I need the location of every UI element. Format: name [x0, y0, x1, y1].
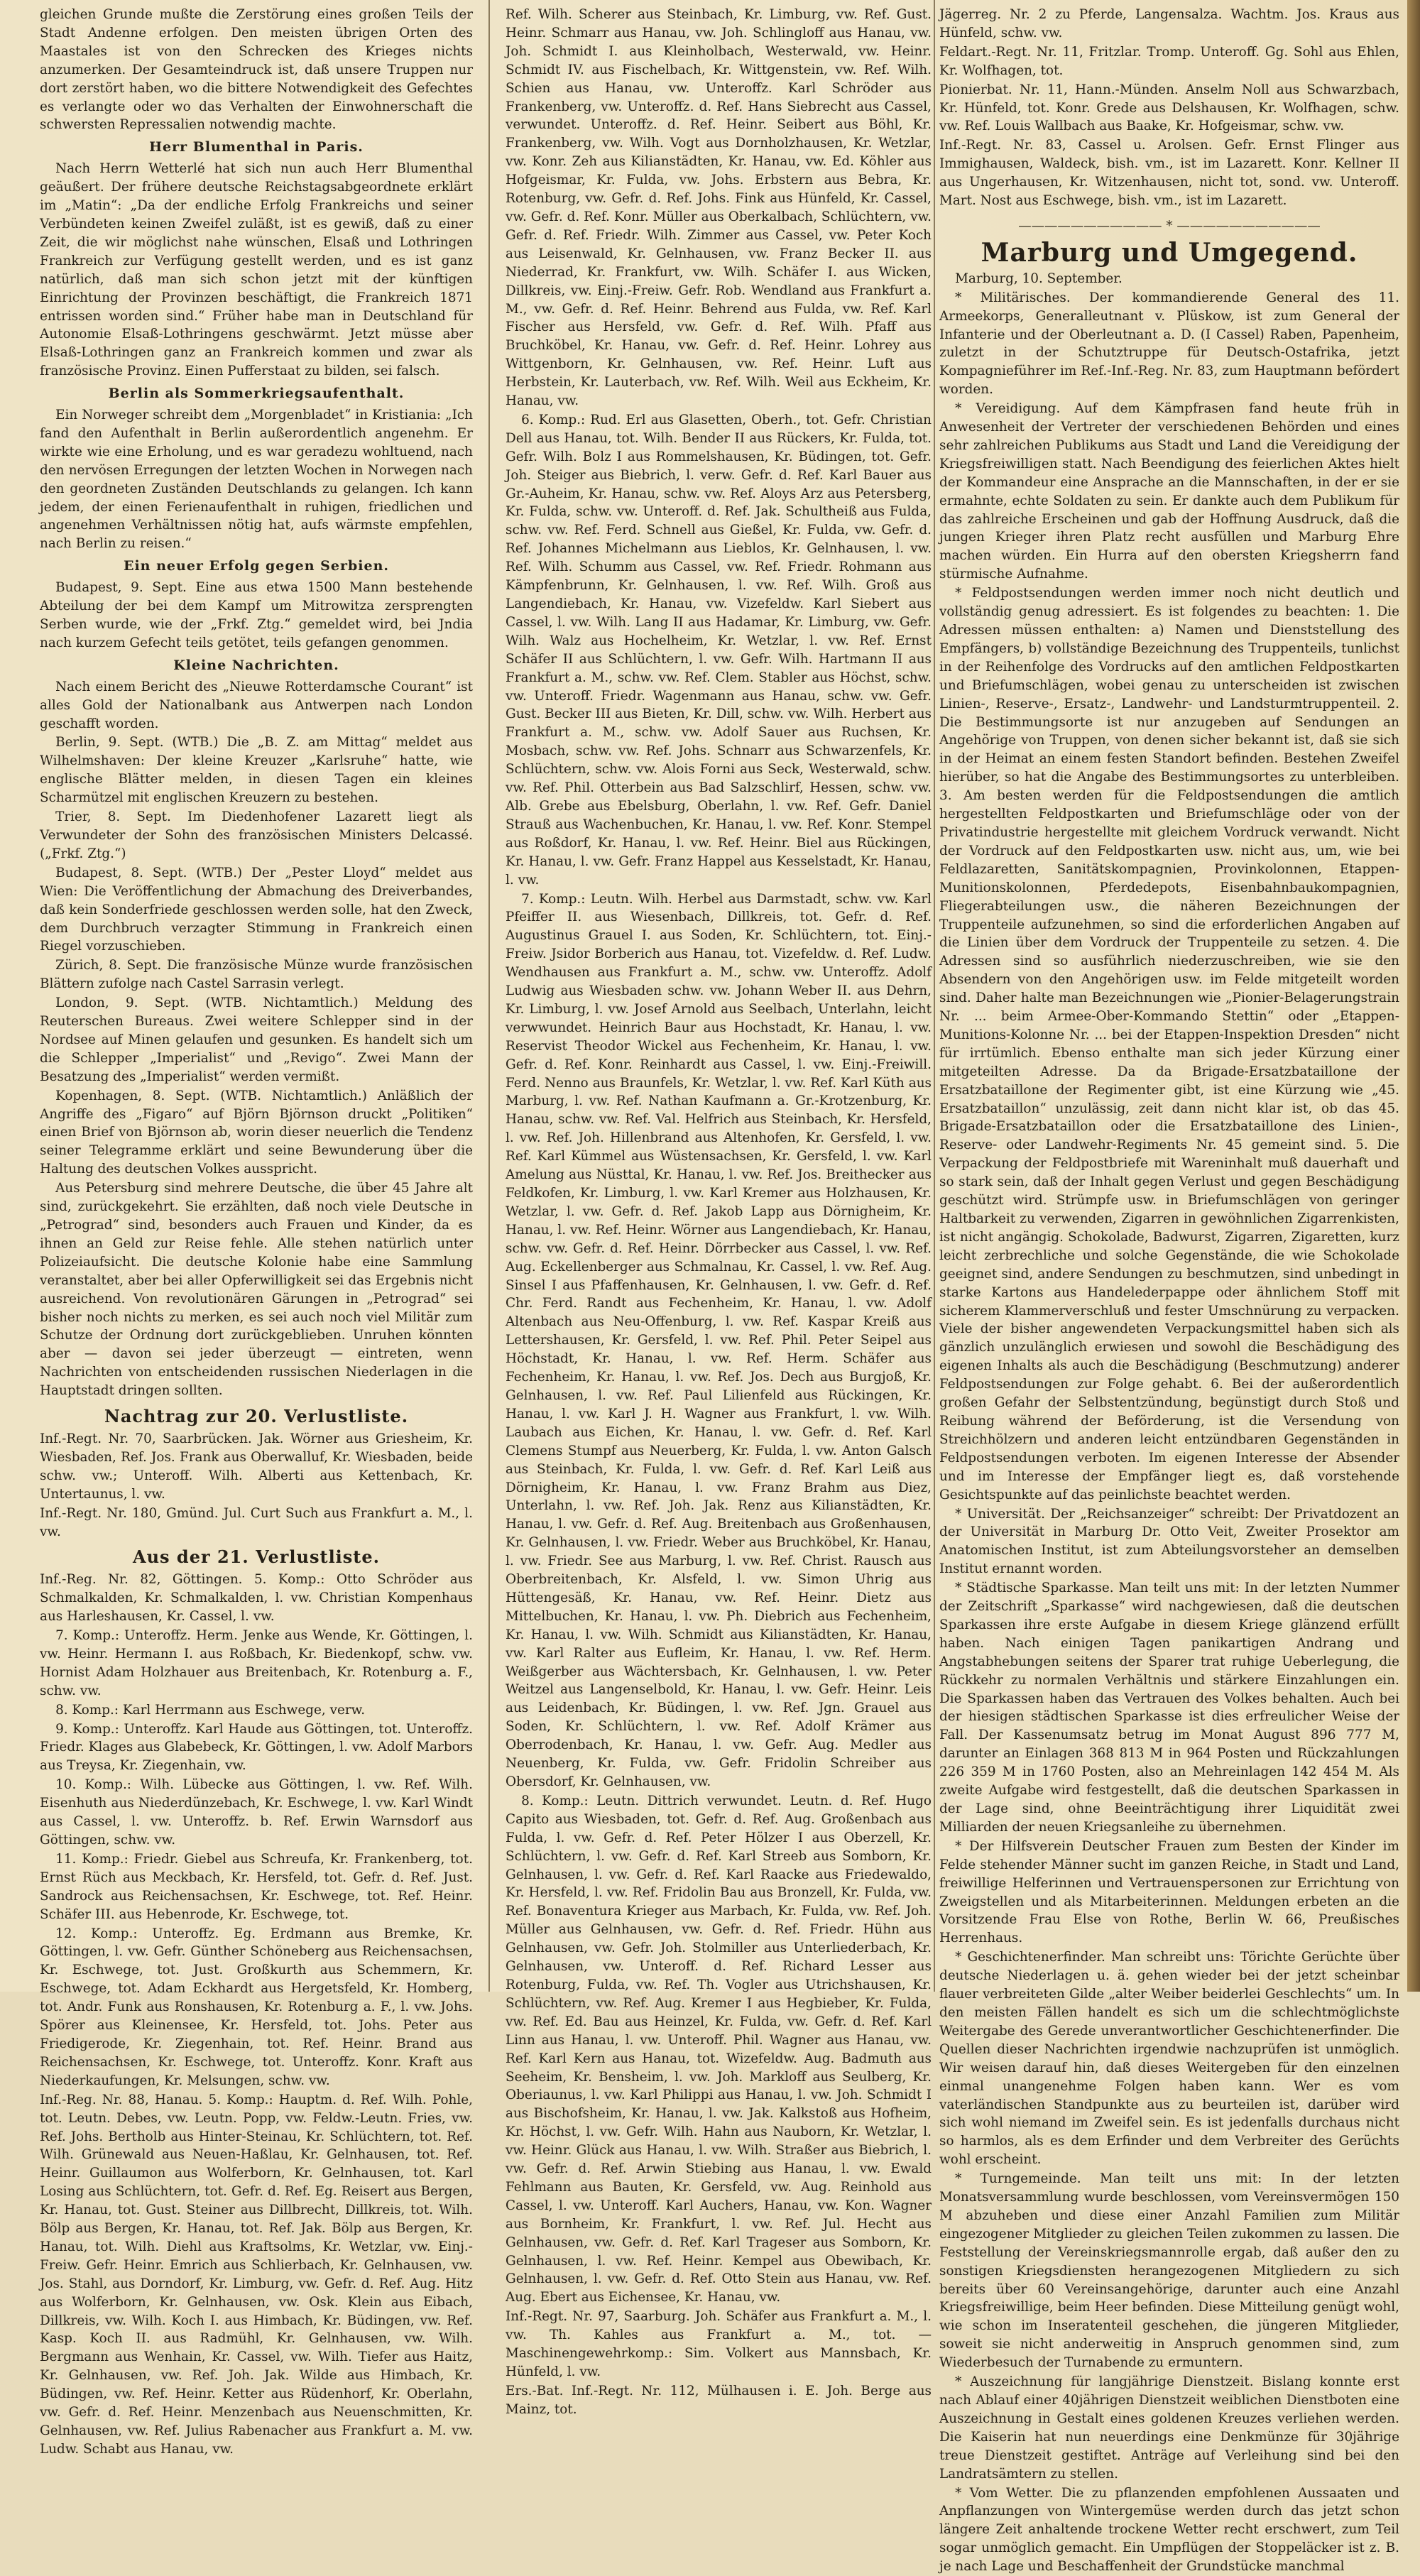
paragraph: 11. Komp.: Friedr. Giebel aus Schreufa, Kr. Frankenberg, tot. Ernst Rüch aus Meckbach, Kr. Hersfeld, tot. Gefr. d. Ref. Just. Sandrock aus Reichensachsen, Kr. Eschwege, tot. Ref. Heinr. Schäfer III. aus Hebenrode, Kr. Eschwege, tot. [40, 1851, 473, 1922]
paragraph: Kopenhagen, 8. Sept. (WTB. Nichtamtlich.) Anläßlich der Angriffe des „Figaro“ auf Björn Björnson druckt „Politiken“ einen Brief von Björnson ab, worin dieser neuerlich die Tendenz seiner Telegramme erklärt und seine Bewunderung über die Haltung des deutschen Volkes ausspricht. [40, 1088, 473, 1177]
paragraph: Budapest, 8. Sept. (WTB.) Der „Pester Lloyd“ meldet aus Wien: Die Veröffentlichung der Abmachung des Dreiverbandes, daß kein Sonderfriede geschlossen werden solle, hat den Zweck, dem Durchbruch verzagter Stimmung in Frankreich einen Riegel vorzuschieben. [40, 865, 473, 954]
paragraph: 7. Komp.: Leutn. Wilh. Herbel aus Darmstadt, schw. vw. Karl Pfeiffer II. aus Wiesenbach, Dillkreis, tot. Gefr. d. Ref. Augustinus Grauel I. aus Soden, Kr. Schlüchtern, tot. Einj.-Freiw. Jsidor Borberich aus Hanau, tot. Vizefeldw. d. Ref. Ludw. Wendhausen aus Frankfurt a. M., schw. vw. Unteroffz. Adolf Ludwig aus Wiesbaden schw. vw. Johann Weber II. aus Dehrn, Kr. Limburg, l. vw. Josef Arnold aus Seelbach, Unterlahn, leicht verwwundet. Heinrich Baur aus Hochstadt, Kr. Hanau, l. vw. Reservist Theodor Wickel aus Fechenheim, Kr. Hanau, l. vw. Gefr. d. Ref. Konr. Reinhardt aus Cassel, l. vw. Einj.-Freiwill. Ferd. Nenno aus Braunfels, Kr. Wetzlar, l. vw. Ref. Karl Küth aus Marburg, l. vw. Ref. Nathan Kaufmann a. Gr.-Krotzenburg, Kr. Hanau, schw. vw. Ref. Val. Helfrich aus Steinbach, Kr. Hersfeld, l. vw. Ref. Joh. Hillenbrand aus Altenhofen, Kr. Gersfeld, l. vw. Ref. Karl Kümmel aus Wüstensachsen, Kr. Gersfeld, l. vw. Karl Amelung aus Nüsttal, Kr. Hanau, l. vw. Ref. Jos. Breithecker aus Feldkofen, Kr. Limburg, l. vw. Karl Kremer aus Holzhausen, Kr. Wetzlar, l. vw. Gefr. d. Ref. Jakob Lapp aus Dörnigheim, Kr. Hanau, l. vw. Ref. Heinr. Wörner aus Langendiebach, Kr. Hanau, schw. vw. Gefr. d. Ref. Heinr. Dörrbecker aus Cassel, l. vw. Ref. Aug. Eckellenberger aus Schmalnau, Kr. Cassel, l. vw. Ref. Aug. Sinsel I aus Pfaffenhausen, Kr. Gelnhausen, l. vw. Gefr. d. Ref. Chr. Ferd. Randt aus Fechenheim, Kr. Hanau, l. vw. Adolf Altenbach aus Neu-Offenburg, l. vw. Ref. Kaspar Kreiß aus Lettershausen, Kr. Gersfeld, l. vw. Ref. Phil. Peter Seipel aus Höchstadt, Kr. Hanau, l. vw. Ref. Herm. Schäfer aus Fechenheim, Kr. Hanau, l. vw. Ref. Jos. Dech aus Burgjoß, Kr. Gelnhausen, l. vw. Ref. Paul Lilienfeld aus Rückingen, Kr. Hanau, l. vw. Karl J. H. Wagner aus Frankfurt, l. vw. Wilh. Laubach aus Eichen, Kr. Hanau, l. vw. Gefr. d. Ref. Karl Clemens Stumpf aus Neuerberg, Kr. Fulda, l. vw. Anton Galsch aus Steinbach, Kr. Fulda, l. vw. Gefr. d. Ref. Karl Leiß aus Dörnigheim, Kr. Hanau, l. vw. Franz Brahm aus Diez, Unterlahn, l. vw. Ref. Joh. Jak. Renz aus Kilianstädten, Kr. Hanau, l. vw. Gefr. d. Ref. Aug. Breitenbach aus Großenhausen, Kr. Gelnhausen, l. vw. Friedr. Weber aus Bruchköbel, Kr. Hanau, l. vw. Friedr. See aus Marburg, l. vw. Ref. Christ. Rausch aus Oberbreitenbach, Kr. Alsfeld, l. vw. Simon Uhrig aus Hüttengesäß, Kr. Hanau, vw. Ref. Heinr. Dietz aus Mittelbuchen, Kr. Hanau, l. vw. Ph. Diebrich aus Fechenheim, Kr. Hanau, l. vw. Wilh. Schmidt aus Kilianstädten, Kr. Hanau, vw. Karl Ralter aus Eufleim, Kr. Hanau, l. vw. Ref. Herm. Weißgerber aus Wächtersbach, Kr. Gelnhausen, l. vw. Peter Weitzel aus Langenselbold, Kr. Hanau, l. vw. Gefr. Heinr. Leis aus Leidenbach, Kr. Büdingen, l. vw. Ref. Jgn. Grauel aus Soden, Kr. Schlüchtern, l. vw. Ref. Adolf Krämer aus Oberrodenbach, Kr. Hanau, l. vw. Gefr. Aug. Medler aus Neuenberg, Kr. Fulda, vw. Gefr. Fridolin Schreiber aus Obersdorf, Kr. Gelnhausen, vw. [506, 891, 932, 1789]
page-edge [1407, 0, 1420, 1992]
paragraph: 10. Komp.: Wilh. Lübecke aus Göttingen, l. vw. Ref. Wilh. Eisenhuth aus Niederdünzebach, Kr. Eschwege, l. vw. Karl Windt aus Cassel, l. vw. Unteroffz. b. Ref. Erwin Warnsdorf aus Göttingen, schw. vw. [40, 1777, 473, 1848]
paragraph: Inf.-Regt. Nr. 97, Saarburg. Joh. Schäfer aus Frankfurt a. M., l. vw. Th. Kahles aus Frankfurt a. M., tot. — Maschinengewehrkomp.: Sim. Volkert aus Mannsbach, Kr. Hünfeld, l. vw. [506, 2309, 932, 2379]
section-divider: ——————————— * ——————————— [1018, 218, 1321, 234]
article-heading: Ein neuer Erfolg gegen Serbien. [123, 558, 390, 574]
article-heading: Herr Blumenthal in Paris. [149, 139, 364, 155]
paragraph: Pionierbat. Nr. 11, Hann.-Münden. Anselm Noll aus Schwarzbach, Kr. Hünfeld, tot. Konr. Grede aus Delshausen, Kr. Wolfhagen, schw. vw. Ref. Louis Wallbach aus Baake, Kr. Hofgeismar, schw. vw. [939, 82, 1399, 134]
paragraph: * Feldpostsendungen werden immer noch nicht deutlich und vollständig genug adressiert. Es ist folgendes zu beachten: 1. Die Adressen müssen enthalten: a) Namen und Dienststellung des Empfängers, b) vollständige Bezeichnung des Truppenteils, tunlichst in der Reihenfolge des Vordrucks auf den amtlichen Feldpostkarten und Briefumschlägen, wobei genau zu unterscheiden ist zwischen Linien-, Reserve-, Ersatz-, Landwehr- und Landsturmtruppenteil. 2. Die Bestimmungsorte ist nur anzugeben auf Sendungen an Angehörige von Truppen, von denen sicher bekannt ist, daß sie sich in der Heimat an einem festen Standort befinden. Bestehen Zweifel hierüber, so hat die Angabe des Bestimmungsortes zu unterbleiben. 3. Am besten werden für die Feldpostsendungen die amtlich hergestellten Feldpostkarten und Briefumschläge oder von der Privatindustrie hergestellte mit gleichem Vordruck verwandt. Nicht der Vordruck auf den Feldpostkarten usw. nicht aus, um, wie bei Feldlazaretten, Sanitätskompagnien, Provinkolonnen, Etappen-Munitionskolonnen, Pferdedepots, Eisenbahnbaukompagnien, Fliegerabteilungen usw., die näheren Bezeichnungen der Truppenteile aufzunehmen, so sind die erforderlichen Angaben auf die Linien über dem Vordruck der Truppenteile zu setzen. 4. Die Adressen sind so ausführlich niederzuschreiben, wie sie den Absendern von den Angehörigen usw. im Felde mitgeteilt worden sind. Daher halte man Bezeichnungen wie „Pionier-Belagerungstrain Nr. ... beim Armee-Ober-Kommando Stettin“ oder „Etappen-Munitions-Kolonne Nr. ... bei der Etappen-Inspektion Dresden“ nicht für irrtümlich. Ebenso enthalte man sich jeder Kürzung einer mitgeteilten Adresse. Da da Brigade-Ersatzbataillone der Ersatzbataillone der Regimenter gibt, ist eine Kürzung wie „45. Ersatzbataillon“ unzulässig, zeit dann nicht klar ist, ob das 45. Brigade-Ersatzbataillon oder die Ersatzbataillone des Linien-, Reserve- oder Landwehr-Regiments Nr. 45 gemeint sind. 5. Die Verpackung der Feldpostbriefe mit Wareninhalt muß dauerhaft und so stark sein, daß der Inhalt gegen Verlust und gegen Beschädigung geschützt wird. Strümpfe usw. in Briefumschlägen von geringer Haltbarkeit zu verwenden, Zigarren in gewöhnlichen Zigarrenkisten, ist nicht angängig. Schokolade, Badwurst, Zigarren, Zigaretten, kurz leicht zerbrechliche und solche Gegenstände, die wie Schokolade geeignet sind, andere Sendungen zu beschmutzen, sind unbedingt in starke Kartons aus Handelederpappe oder ähnlichem Stoff mit sicherem Klammerverschluß und fester Umschnürung zu verpacken. Viele der bisher angewendeten Verpackungsmittel haben sich als gänzlich unzulänglich erwiesen und sowohl die Beschädigung des eigenen Inhalts als auch die Beschädigung (Beschmutzung) anderer Feldpostsendungen zur Folge gehabt. 6. Bei der außerordentlich großen Gefahr der Selbstentzündung, begünstigt durch Stoß und Reibung während der Beförderung, ist die Versendung von Streichhölzern und anderen leicht entzündbaren Gegenständen in Feldpostsendungen verboten. Im eigenen Interesse der Absender und im Interesse der Empfänger liegt es, daß vorstehende Gesichtspunkte auf das peinlichste beachtet werden. [939, 586, 1399, 1502]
paragraph: Marburg, 10. September. [955, 271, 1123, 286]
paragraph: Jägerreg. Nr. 2 zu Pferde, Langensalza. Wachtm. Jos. Kraus aus Hünfeld, schw. vw. [939, 7, 1399, 40]
paragraph: 6. Komp.: Rud. Erl aus Glasetten, Oberh., tot. Gefr. Christian Dell aus Hanau, tot. Wilh. Bender II aus Rückers, Kr. Fulda, tot. Gefr. Wilh. Bolz I aus Rommelshausen, Kr. Büdingen, tot. Gefr. Joh. Steiger aus Biebrich, l. verw. Gefr. d. Ref. Karl Bauer aus Gr.-Auheim, Kr. Hanau, schw. vw. Ref. Aloys Arz aus Petersberg, Kr. Fulda, schw. vw. Unteroff. d. Ref. Jak. Schultheiß aus Fulda, schw. vw. Ref. Ferd. Schnell aus Gießel, Kr. Fulda, vw. Gefr. d. Ref. Johannes Michelmann aus Lieblos, Kr. Gelnhausen, l. vw. Ref. Wilh. Schumm aus Cassel, vw. Ref. Friedr. Rohmann aus Kämpfenbrunn, Kr. Gelnhausen, l. vw. Ref. Wilh. Groß aus Langendiebach, Kr. Hanau, vw. Vizefeldw. Karl Siebert aus Cassel, l. vw. Wilh. Lang II aus Hadamar, Kr. Limburg, vw. Gefr. Wilh. Walz aus Hochelheim, Kr. Wetzlar, l. vw. Ref. Ernst Schäfer II aus Schlüchtern, l. vw. Gefr. Wilh. Hartmann II aus Frankfurt a. M., schw. vw. Ref. Clem. Stabler aus Höchst, schw. vw. Unteroff. Friedr. Wagenmann aus Hanau, schw. vw. Gefr. Gust. Becker III aus Bieten, Kr. Dill, schw. vw. Wilh. Herbert aus Frankfurt a. M., schw. vw. Adolf Sauer aus Ruchsen, Kr. Mosbach, schw. vw. Ref. Johs. Schnarr aus Schwarzenfels, Kr. Schlüchtern, schw. vw. Alois Forni aus Seck, Westerwald, schw. vw. Ref. Phil. Otterbein aus Bad Salzschlirf, Hessen, schw. vw. Alb. Grebe aus Ebelsburg, Oberlahn, l. vw. Ref. Gefr. Daniel Strauß aus Wachenbuchen, Kr. Hanau, l. vw. Ref. Konr. Stempel aus Roßdorf, Kr. Hanau, l. vw. Ref. Heinr. Biel aus Rückingen, Kr. Hanau, l. vw. Gefr. Franz Happel aus Kesselstadt, Kr. Hanau, l. vw. [506, 412, 932, 888]
paragraph: * Geschichtenerfinder. Man schreibt uns: Törichte Gerüchte über deutsche Niederlagen u. ä. gehen wieder bei der jetzt scheinbar flauer verbreiteten Gilde „alter Weiber beiderlei Geschlechts“ um. In den meisten Fällen handelt es sich um die schlechtmöglichste Weitergabe des Gerede unverantwortlicher Geschichtenerfinder. Die Quellen dieser Nachrichten irgendwie nachzuprüfen ist unmöglich. Wir weisen darauf hin, daß dieses Weitergeben für den einzelnen einmal unangenehme Folgen haben kann. Wer es vom vaterländischen Standpunkte aus zu beurteilen ist, darüber wird sich wohl niemand im Zweifel sein. Es ist jedenfalls durchaus nicht so harmlos, als es dem Erfinder und dem Verbreiter des Gerüchts wohl erscheint. [939, 1950, 1399, 2168]
paragraph: gleichen Grunde mußte die Zerstörung eines großen Teils der Stadt Andenne erfolgen. Den meisten übrigen Orten des Maastales ist von den Schrecken des Krieges nichts anzumerken. Der Gesamteindruck ist, daß unsere Truppen nur dort zerstört haben, wo die bittere Notwendigkeit des Gefechtes es verlangte oder wo das Verhalten der Einwohnerschaft die schwersten Repressalien notwendig machte. [40, 7, 473, 133]
column-left [40, 6, 473, 2457]
paragraph: Inf.-Reg. Nr. 88, Hanau. 5. Komp.: Hauptm. d. Ref. Wilh. Pohle, tot. Leutn. Debes, vw. Leutn. Popp, vw. Feldw.-Leutn. Fries, vw. Ref. Johs. Bertholb aus Hinter-Steinau, Kr. Schlüchtern, tot. Ref. Wilh. Grünewald aus Neuen-Haßlau, Kr. Gelnhausen, tot. Ref. Heinr. Guillaumon aus Wolferborn, Kr. Gelnhausen, tot. Karl Losing aus Schlüchtern, tot. Gefr. d. Ref. Eg. Reisert aus Bergen, Kr. Hanau, tot. Gust. Steiner aus Dillbrecht, Dillkreis, tot. Wilh. Bölp aus Bergen, Kr. Hanau, tot. Ref. Jak. Bölp aus Bergen, Kr. Hanau, tot. Wilh. Diehl aus Kraftsolms, Kr. Wetzlar, vw. Einj.-Freiw. Gefr. Heinr. Emrich aus Schlierbach, Kr. Gelnhausen, vw. Jos. Stahl, aus Dorndorf, Kr. Limburg, vw. Gefr. d. Ref. Aug. Hitz aus Wolferborn, Kr. Gelnhausen, vw. Osk. Klein aus Eibach, Dillkreis, vw. Wilh. Koch I. aus Himbach, Kr. Büdingen, vw. Ref. Kasp. Koch II. aus Radmühl, Kr. Gelnhausen, vw. Wilh. Bergmann aus Wenhain, Kr. Cassel, vw. Wilh. Tiefer aus Haitz, Kr. Gelnhausen, vw. Ref. Joh. Jak. Wilde aus Himbach, Kr. Büdingen, vw. Ref. Heinr. Ketter aus Rüdenhorf, Kr. Oberlahn, vw. Gefr. d. Ref. Heinr. Menzenbach aus Neuenschmitten, Kr. Gelnhausen, vw. Ref. Julius Rabenacher aus Frankfurt a. M. vw. Ludw. Schabt aus Hanau, vw. [40, 2092, 473, 2457]
paragraph: Inf.-Regt. Nr. 70, Saarbrücken. Jak. Wörner aus Griesheim, Kr. Wiesbaden, Ref. Jos. Frank aus Oberwalluf, Kr. Wiesbaden, beide schw. vw.; Unteroff. Wilh. Alberti aus Kettenbach, Kr. Untertaunus, l. vw. [40, 1431, 473, 1502]
paragraph: 12. Komp.: Unteroffz. Eg. Erdmann aus Bremke, Kr. Göttingen, l. vw. Gefr. Günther Schöneberg aus Reichensachsen, Kr. Eschwege, tot. Just. Großkurth aus Schemmern, Kr. Eschwege, tot. Adam Eckhardt aus Hergetsfeld, Kr. Homberg, tot. Andr. Funk aus Ronshausen, Kr. Rotenburg a. F., l. vw. Johs. Spörer aus Kleinensee, Kr. Hersfeld, tot. Johs. Peter aus Friedigerode, Kr. Ziegenhain, tot. Ref. Heinr. Brand aus Reichensachsen, Kr. Eschwege, tot. Unteroffz. Konr. Kraft aus Niederkaufungen, Kr. Melsungen, schw. vw. [40, 1926, 473, 2088]
list-heading: Aus der 21. Verlustliste. [132, 1546, 381, 1568]
paragraph: Budapest, 9. Sept. Eine aus etwa 1500 Mann bestehende Abteilung der bei dem Kampf um Mitrowitza zersprengten Serben wurde, wie der „Frkf. Ztg.“ gemeldet wird, bei Jndia nach kurzem Gefecht teils getötet, teils gefangen genommen. [40, 580, 473, 650]
paragraph: Ref. Wilh. Scherer aus Steinbach, Kr. Limburg, vw. Ref. Gust. Heinr. Schmarr aus Hanau, vw. Joh. Schlingloff aus Hanau, vw. Joh. Schmidt I. aus Kleinholbach, Westerwald, vw. Heinr. Schmidt IV. aus Fischelbach, Kr. Wittgenstein, vw. Ref. Wilh. Schien aus Hanau, vw. Unteroffz. Karl Schröder aus Frankenberg, vw. Unteroffz. d. Ref. Hans Siebrecht aus Cassel, verwundet. Unteroffz. d. Ref. Heinr. Seibert aus Böhl, Kr. Frankenberg, vw. Wilh. Vogt aus Dornholzhausen, Kr. Wetzlar, vw. Konr. Zeh aus Kilianstädten, Kr. Hanau, vw. Ed. Köhler aus Hofgeismar, Kr. Fulda, vw. Johs. Erbstern aus Bebra, Kr. Rotenburg, vw. Gefr. d. Ref. Johs. Fink aus Hünfeld, Kr. Cassel, vw. Gefr. d. Ref. Konr. Müller aus Oberkalbach, Schlüchtern, vw. Gefr. d. Ref. Friedr. Wilh. Zimmer aus Cassel, vw. Peter Koch aus Leisenwald, Kr. Gelnhausen, vw. Franz Becker II. aus Niederrad, Kr. Frankfurt, vw. Wilh. Schäfer I. aus Wicken, Dillkreis, vw. Einj.-Freiw. Gefr. Rob. Wendland aus Frankfurt a. M., vw. Gefr. d. Ref. Heinr. Behrend aus Fulda, vw. Ref. Karl Fischer aus Hersfeld, vw. Gefr. d. Ref. Wilh. Pfaff aus Bruchköbel, Kr. Hanau, vw. Gefr. d. Ref. Heinr. Lohrey aus Wittgenborn, Kr. Gelnhausen, vw. Ref. Heinr. Luft aus Herbstein, Kr. Lauterbach, vw. Ref. Wilh. Weil aus Eckheim, Kr. Hanau, vw. [506, 7, 932, 409]
section-title: Marburg und Umgegend. [981, 237, 1358, 268]
column-right [939, 6, 1399, 2575]
paragraph: Ers.-Bat. Inf.-Regt. Nr. 112, Mülhausen i. E. Joh. Berge aus Mainz, tot. [506, 2383, 932, 2417]
paragraph: Aus Petersburg sind mehrere Deutsche, die über 45 Jahre alt sind, zurückgekehrt. Sie erzählten, daß noch viele Deutsche in „Petrograd“ sind, besonders auch Frauen und Kinder, da es ihnen an Geld zur Reise fehle. Alle stehen natürlich unter Polizeiaufsicht. Die deutsche Kolonie habe eine Sammlung veranstaltet, aber bei aller Opferwilligkeit sei das Ergebnis nicht ausreichend. Von revolutionären Gärungen in „Petrograd“ sei bisher noch nichts zu merken, es sei auch noch viel Militär zum Schutze der Ordnung dort zurückgeblieben. Unruhen könnten aber — davon sei jeder überzeugt — eintreten, wenn Nachrichten von entscheidenden russischen Niederlagen in die Hauptstadt dringen sollten. [40, 1181, 473, 1399]
column-rule [488, 0, 490, 1992]
column-rule [934, 0, 935, 1992]
paragraph: Nach einem Bericht des „Nieuwe Rotterdamsche Courant“ ist alles Gold der Nationalbank aus Antwerpen nach London geschafft worden. [40, 679, 473, 731]
paragraph: Feldart.-Regt. Nr. 11, Fritzlar. Tromp. Unteroff. Gg. Sohl aus Ehlen, Kr. Wolfhagen, tot. [939, 44, 1399, 78]
paragraph: 7. Komp.: Unteroffz. Herm. Jenke aus Wende, Kr. Göttingen, l. vw. Heinr. Hermann I. aus Roßbach, Kr. Biedenkopf, schw. vw. Hornist Adam Holzhauer aus Breitenbach, Kr. Rotenburg a. F., schw. vw. [40, 1628, 473, 1698]
paragraph: Trier, 8. Sept. Im Diedenhofener Lazarett liegt als Verwundeter der Sohn des französischen Ministers Delcassé. („Frkf. Ztg.“) [40, 809, 473, 861]
paragraph: * Vom Wetter. Die zu pflanzenden empfohlenen Aussaaten und Anpflanzungen von Wintergemüse werden durch das jetzt schon längere Zeit anhaltende trockene Wetter recht erschwert, zum Teil sogar unmöglich gemacht. Ein Umpflügen der Stoppeläcker ist z. B. je nach Lage und Beschaffenheit der Grundstücke manchmal [939, 2485, 1399, 2575]
paragraph: 8. Komp.: Karl Herrmann aus Eschwege, verw. [55, 1702, 366, 1718]
paragraph: * Städtische Sparkasse. Man teilt uns mit: In der letzten Nummer der Zeitschrift „Sparkasse“ wird nachgewiesen, daß die deutschen Sparkassen ihre erste Aufgabe in diesem Kriege glänzend erfüllt haben. Nach einigen Tagen panikartigen Andrang und Angstabhebungen seitens der Sparer trat ruhige Ueberlegung, die Rückkehr zu normalen Verhältnis und stärkere Einzahlungen ein. Die Sparkassen haben das Vertrauen des Volkes behalten. Auch bei der hiesigen städtischen Sparkasse ist dies erfreulicher Weise der Fall. Der Kassenumsatz betrug im Monat August 896 777 M, darunter an Einlagen 368 813 M in 964 Posten und Rückzahlungen 226 359 M in 1760 Posten, also an Mehreinlagen 142 454 M. Als zweite Aufgabe wird festgestellt, daß die deutschen Sparkassen in der Lage sind, ohne Beeinträchtigung ihrer Liquidität zwei Milliarden der neuen Kriegsanleihe zu übernehmen. [939, 1581, 1399, 1835]
column-middle [506, 6, 932, 2417]
paragraph: London, 9. Sept. (WTB. Nichtamtlich.) Meldung des Reuterschen Bureaus. Zwei weitere Schlepper sind in der Nordsee auf Minen gelaufen und gesunken. Es handelt sich um die Schlepper „Imperialist“ und „Revigo“. Zwei Mann der Besatzung des „Imperialist“ werden vermißt. [40, 995, 473, 1084]
article-heading: Berlin als Sommerkriegsaufenthalt. [108, 386, 405, 402]
paragraph: Nach Herrn Wetterlé hat sich nun auch Herr Blumenthal geäußert. Der frühere deutsche Reichstagsabgeordnete erklärt im „Matin“: „Da der endliche Erfolg Frankreichs und seiner Verbündeten keinen Zweifel zuläßt, ist es gewiß, daß zu einer Zeit, die wir möglichst nahe wünschen, Elsaß und Lothringen Frankreich zur Verfügung gestellt werden, und es ist ganz natürlich, daß man sich schon jetzt mit der künftigen Einrichtung der Provinzen beschäftigt, die Frankreich 1871 entrissen worden sind.“ Früher habe man in Deutschland für Autonomie Elsaß-Lothringens geschwärmt. Jetzt müsse aber Elsaß-Lothringen ganz an Frankreich kommen und zwar als französische Provinz. Einen Pufferstaat zu bilden, sei falsch. [40, 161, 473, 379]
paragraph: 8. Komp.: Leutn. Dittrich verwundet. Leutn. d. Ref. Hugo Capito aus Wiesbaden, tot. Gefr. d. Ref. Aug. Großenbach aus Fulda, l. vw. Gefr. d. Ref. Peter Hölzer I aus Oberzell, Kr. Schlüchtern, l. vw. Gefr. d. Ref. Karl Streeb aus Somborn, Kr. Gelnhausen, l. vw. Gefr. d. Ref. Karl Raacke aus Friedewaldo, Kr. Hersfeld, l. vw. Ref. Fridolin Bau aus Bronzell, Kr. Fulda, vw. Ref. Bonaventura Krieger aus Marbach, Kr. Fulda, vw. Ref. Joh. Müller aus Gelnhausen, vw. Gefr. d. Ref. Friedr. Hühn aus Gelnhausen, vw. Gefr. Joh. Stolmiller aus Unterliederbach, Kr. Gelnhausen, vw. Unteroff. d. Ref. Richard Lesser aus Rotenburg, Fulda, vw. Ref. Th. Vogler aus Utrichshausen, Kr. Schlüchtern, vw. Ref. Aug. Kremer I aus Hegbieber, Kr. Fulda, vw. Ref. Ed. Bau aus Heinzel, Kr. Fulda, vw. Gefr. d. Ref. Karl Linn aus Hanau, l. vw. Unteroff. Phil. Wagner aus Hanau, vw. Ref. Karl Kern aus Hanau, tot. Wizefeldw. Aug. Badmuth aus Seeheim, Kr. Bensheim, l. vw. Joh. Markloff aus Seulberg, Kr. Oberiaunus, l. vw. Karl Philippi aus Hanau, l. vw. Joh. Schmidt I aus Bischofsheim, Kr. Hanau, l. vw. Jak. Kalkstoß aus Hofheim, Kr. Höchst, l. vw. Gefr. Wilh. Hahn aus Nauborn, Kr. Wetzlar, l. vw. Heinr. Glück aus Hanau, l. vw. Wilh. Straßer aus Biebrich, l. vw. Gefr. d. Ref. Arwin Stiebing aus Hanau, l. vw. Ewald Fehlmann aus Bauten, Kr. Gersfeld, vw. Aug. Reinhold aus Cassel, l. vw. Unteroff. Karl Auchers, Hanau, vw. Kon. Wagner aus Bornheim, Kr. Frankfurt, l. vw. Ref. Jul. Hecht aus Gelnhausen, vw. Gefr. d. Ref. Karl Trageser aus Somborn, Kr. Gelnhausen, l. vw. Ref. Heinr. Kempel aus Obewibach, Kr. Gelnhausen, l. vw. Gefr. d. Ref. Otto Stein aus Hanau, vw. Ref. Aug. Ebert aus Eichensee, Kr. Hanau, vw. [506, 1793, 932, 2305]
paragraph: * Der Hilfsverein Deutscher Frauen zum Besten der Kinder im Felde stehender Männer sucht im ganzen Reiche, in Stadt und Land, freiwillige Helferinnen und Vertrauenspersonen zur Errichtung von Zweigstellen und als Mitarbeiterinnen. Meldungen erbeten an die Vorsitzende Frau Else von Rothe, Berlin W. 66, Preußisches Herrenhaus. [939, 1838, 1399, 1946]
paragraph: 9. Komp.: Unteroffz. Karl Haude aus Göttingen, tot. Unteroffz. Friedr. Klages aus Glabebeck, Kr. Göttingen, l. vw. Adolf Marbors aus Treysa, Kr. Ziegenhain, vw. [40, 1721, 473, 1774]
paragraph: * Auszeichnung für langjährige Dienstzeit. Bislang konnte erst nach Ablauf einer 40jährigen Dienstzeit weiblichen Dienstboten eine Auszeichnung in Gestalt eines goldenen Kreuzes verliehen werden. Die Kaiserin hat nun neuerdings eine Denkmünze für 30jährige treue Dienstzeit gestiftet. Anträge auf Verleihung sind bei den Landratsämtern zu stellen. [939, 2374, 1399, 2482]
paragraph: Ein Norweger schreibt dem „Morgenbladet“ in Kristiania: „Ich fand den Aufenthalt in Berlin außerordentlich angenehm. Er wirkte wie eine Erholung, und es war geradezu wohltuend, nach den nervösen Erregungen der letzten Wochen in Norwegen nach den geordneten Zuständen Deutschlands zu gelangen. Ich kann jedem, der einen Ferienaufenthalt in ruhigen, friedlichen und angenehmen Verhältnissen nötig hat, aufs wärmste empfehlen, nach Berlin zu reisen.“ [40, 408, 473, 552]
list-heading: Nachtrag zur 20. Verlustliste. [104, 1406, 409, 1427]
paragraph: * Universität. Der „Reichsanzeiger“ schreibt: Der Privatdozent an der Universität in Marburg Dr. Otto Veit, Zweiter Prosektor am Anatomischen Institut, ist zum Abteilungsvorsteher an demselben Institut ernannt worden. [939, 1506, 1399, 1577]
paragraph: Inf.-Regt. Nr. 180, Gmünd. Jul. Curt Such aus Frankfurt a. M., l. vw. [40, 1505, 473, 1539]
paragraph: Inf.-Regt. Nr. 83, Cassel u. Arolsen. Gefr. Ernst Flinger aus Immighausen, Waldeck, bish. vm., ist im Lazarett. Konr. Kellner II aus Ungerhausen, Kr. Witzenhausen, nicht tot, sond. vw. Unteroff. Mart. Nost aus Eschwege, bish. vm., ist im Lazarett. [939, 138, 1399, 209]
paragraph: Zürich, 8. Sept. Die französische Münze wurde französischen Blättern zufolge nach Castel Sarrasin verlegt. [40, 958, 473, 992]
paragraph: * Turngemeinde. Man teilt uns mit: In der letzten Monatsversammlung wurde beschlossen, vom Vereinsvermögen 150 M abzuheben und diese einer Anzahl Familien zum Militär eingezogener Mitglieder zu gleichen Teilen zukommen zu lassen. Die Feststellung der Vereinskriegsmannrolle ergab, daß außer den zu sonstigen Kriegsdiensten herangezogenen Mitgliedern zu sich bereits über 60 Vereinsangehörige, darunter auch eine Anzahl Kriegsfreiwillige, beim Heer befinden. Diese Mitteilung genügt wohl, wie schon im Inseratenteil geschehen, die jüngeren Mitglieder, soweit sie nicht anderweitig in Anspruch genommen sind, zum Wiederbesuch der Turnabende zu ermuntern. [939, 2171, 1399, 2371]
paragraph: Inf.-Reg. Nr. 82, Göttingen. 5. Komp.: Otto Schröder aus Schmalkalden, Kr. Schmalkalden, l. vw. Christian Kompenhaus aus Harleshausen, Kr. Cassel, l. vw. [40, 1572, 473, 1625]
paragraph: * Vereidigung. Auf dem Kämpfrasen fand heute früh in Anwesenheit der Vertreter der verschiedenen Behörden und eines sehr zahlreichen Publikums aus Stadt und Land die Vereidigung der Kriegsfreiwilligen statt. Nach Beendigung des feierlichen Aktes hielt der Kommandeur eine Ansprache an die Mannschaften, in der er sie ermahnte, echte Soldaten zu sein. Er dankte auch dem Publikum für das zahlreiche Erscheinen und gab der Hoffnung Ausdruck, daß die jungen Krieger ihren Platz recht ausfüllen und Marburg Ehre machen würden. Ein Hurra auf den obersten Kriegsherrn fand stürmische Aufnahme. [939, 401, 1399, 582]
paragraph: * Militärisches. Der kommandierende General des 11. Armeekorps, Generalleutnant v. Plüskow, ist zum General der Infanterie und der Oberleutnant a. D. (I Cassel) Raben, Papenheim, zuletzt in der Schutztruppe für Deutsch-Ostafrika, jetzt Kompagnieführer im Ref.-Inf.-Reg. Nr. 83, zum Hauptmann befördert worden. [939, 290, 1399, 398]
paragraph: Berlin, 9. Sept. (WTB.) Die „B. Z. am Mittag“ meldet aus Wilhelmshaven: Der kleine Kreuzer „Karlsruhe“ hatte, wie englische Blätter melden, in diesen Tagen ein kleines Scharmützel mit englischen Kreuzern zu bestehen. [40, 735, 473, 806]
article-heading: Kleine Nachrichten. [173, 657, 339, 673]
